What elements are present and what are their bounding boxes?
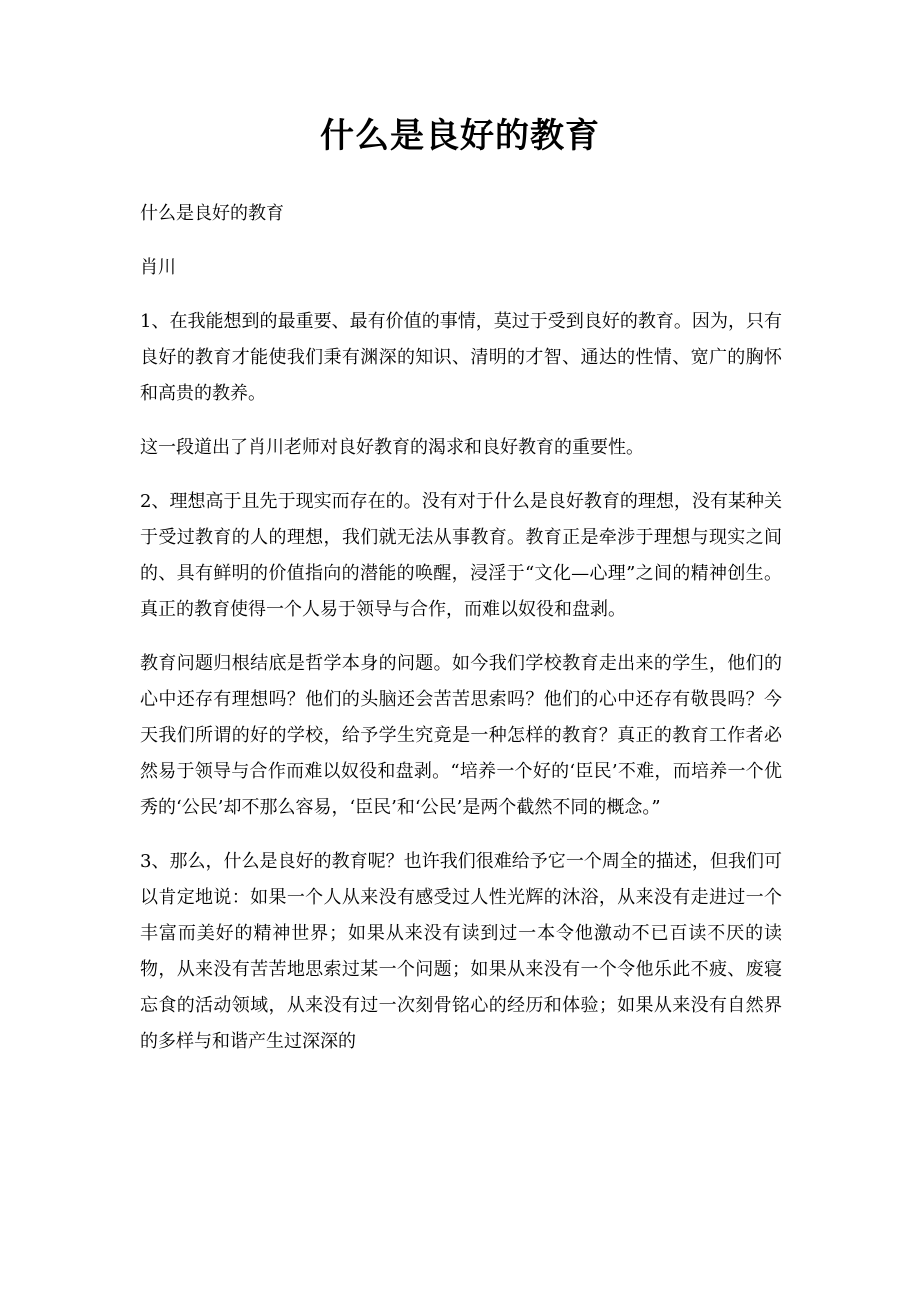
paragraph-2: 这一段道出了肖川老师对良好教育的渴求和良好教育的重要性。 [140, 437, 644, 458]
subtitle: 什么是良好的教育 [140, 203, 284, 224]
author-name: 肖川 [140, 257, 176, 278]
paragraph-3: 2、理想高于且先于现实而存在的。没有对于什么是良好教育的理想，没有某种关于受过教育的人的理想，我们就无法从事教育。教育正是牵涉于理想与现实之间的、具有鲜明的价值指向的潜能的唤醒，浸淫于“文化—心理”之间的精神创生。真正的教育使得一个人易于领导与合作，而难以奴役和盘剥。 [140, 491, 782, 620]
document-body [140, 196, 782, 1078]
paragraph-5: 3、那么，什么是良好的教育呢？也许我们很难给予它一个周全的描述，但我们可以肯定地说：如果一个人从来没有感受过人性光辉的沐浴，从来没有走进过一个丰富而美好的精神世界；如果从来没有读到过一本令他激动不已百读不厌的读物，从来没有苦苦地思索过某一个问题；如果从来没有一个令他乐此不疲、废寝忘食的活动领域，从来没有过一次刻骨铭心的经历和体验；如果从来没有自然界的多样与和谐产生过深深的 [140, 851, 782, 1052]
paragraph-4: 教育问题归根结底是哲学本身的问题。如今我们学校教育走出来的学生，他们的心中还存有理想吗？他们的头脑还会苦苦思索吗？他们的心中还存有敬畏吗？今天我们所谓的好的学校，给予学生究竟是一种怎样的教育？真正的教育工作者必然易于领导与合作而难以奴役和盘剥。“培养一个好的‘臣民’不难，而培养一个优秀的‘公民’却不那么容易，‘臣民’和‘公民’是两个截然不同的概念。” [140, 653, 782, 818]
document-title: 什么是良好的教育 [320, 116, 600, 156]
paragraph-1: 1、在我能想到的最重要、最有价值的事情，莫过于受到良好的教育。因为，只有良好的教育才能使我们秉有渊深的知识、清明的才智、通达的性情、宽广的胸怀和高贵的教养。 [140, 311, 782, 404]
